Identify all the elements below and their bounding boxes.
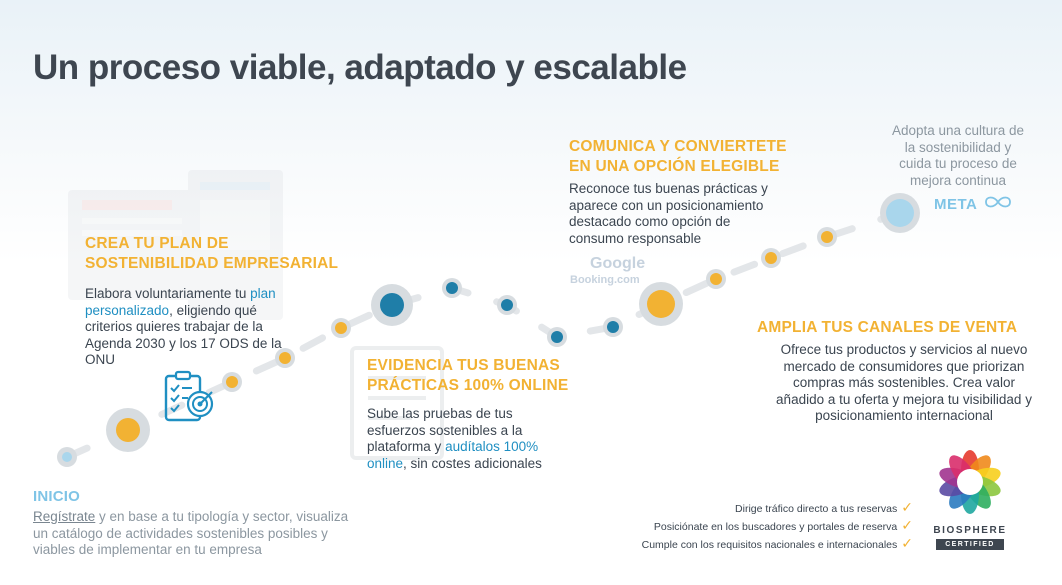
benefit-text: Cumple con los requisitos nacionales e internacionales [641, 539, 898, 551]
step-dot [706, 269, 726, 289]
step-dot-major [371, 284, 413, 326]
step-evidencia [367, 356, 577, 472]
step-dot [497, 295, 517, 315]
step-dot [222, 372, 242, 392]
step-comunica-heading [569, 137, 799, 177]
checkmark-icon: ✓ [901, 535, 913, 551]
step-comunica [569, 137, 799, 247]
step-dot-start [57, 447, 77, 467]
checkmark-icon: ✓ [901, 499, 913, 515]
biosphere-name: BIOSPHERE [933, 525, 1007, 536]
step-amplia-heading: AMPLIA TUS CANALES DE VENTA [757, 319, 1018, 336]
step-evidencia-text [367, 406, 547, 472]
certified-ribbon: CERTIFIED [936, 539, 1004, 550]
heading-line: PRÁCTICAS 100% ONLINE [367, 377, 569, 394]
heading-line: EN UNA OPCIÓN ELEGIBLE [569, 158, 780, 175]
step-evidencia-heading [367, 356, 577, 396]
heading-line: EVIDENCIA TUS BUENAS [367, 357, 560, 374]
text-segment: Elabora voluntariamente tu [85, 286, 247, 301]
step-amplia [745, 318, 1035, 425]
step-comunica-text: Reconoce tus buenas prácticas y aparece con un posicionamiento destacado como opción de consumo responsable [569, 181, 768, 246]
step-dot [442, 278, 462, 298]
text-segment: y en base a tu tipología y sector, visualiza un catálogo de actividades sostenibles posibles y viables de implementar en tu empresa [33, 509, 349, 557]
step-inicio [33, 487, 353, 559]
checklist-target-icon [162, 370, 216, 429]
step-plan-heading [85, 234, 339, 274]
benefit-item [642, 499, 913, 517]
step-dot [331, 318, 351, 338]
benefit-text: Posiciónate en los buscadores y portales de reserva [653, 521, 898, 533]
step-meta-text: Adopta una cultura de la sostenibilidad y cuida tu proceso de mejora continua [891, 123, 1025, 188]
plan-personalizado-link[interactable]: plan personalizado [85, 286, 276, 318]
step-dot [761, 248, 781, 268]
step-inicio-text [33, 509, 353, 559]
step-meta-label [934, 194, 1014, 215]
benefit-text: Dirige tráfico directo a tus reservas [735, 503, 898, 515]
step-dot [603, 317, 623, 337]
watermark-booking: Booking.com [570, 274, 640, 286]
meta-label: META [934, 196, 978, 213]
heading-line: COMUNICA Y CONVIERTETE [569, 138, 787, 155]
text-segment: , sin costes adicionales [403, 455, 542, 471]
step-plan-text [85, 286, 295, 369]
text-segment: , eligiendo qué criterios quieres trabajar de la Agenda 2030 y los 17 ODS de la ONU [85, 302, 282, 367]
step-inicio-heading: INICIO [33, 488, 81, 505]
step-amplia-text: Ofrece tus productos y servicios al nuevo mercado de consumidores que priorizan compras más sostenibles. Crea valor añadido a tu oferta y mejora tu visibilidad y posicionamiento internacional [776, 342, 1032, 423]
step-plan [85, 234, 339, 369]
benefits-list [642, 499, 913, 553]
step-dot [547, 327, 567, 347]
step-dot-major [106, 408, 150, 452]
heading-line: CREA TU PLAN DE [85, 235, 229, 252]
infinity-icon [982, 194, 1014, 215]
benefit-item [642, 517, 913, 535]
text-segment: Sube las pruebas de tus esfuerzos sostenibles a la plataforma y [367, 406, 523, 454]
heading-line: SOSTENIBILIDAD EMPRESARIAL [85, 255, 339, 272]
watermark-google: Google [590, 255, 646, 272]
biosphere-logo-icon [938, 450, 1010, 519]
auditalos-link[interactable]: audítalos 100% online [367, 439, 539, 471]
benefit-item [642, 535, 913, 553]
registrate-link[interactable]: Regístrate [33, 509, 96, 524]
step-dot-major [639, 282, 683, 326]
checkmark-icon: ✓ [901, 517, 913, 533]
step-dot-goal [880, 193, 920, 233]
step-dot [817, 227, 837, 247]
biosphere-badge [930, 450, 1010, 550]
page-title: Un proceso viable, adaptado y escalable [33, 48, 687, 87]
